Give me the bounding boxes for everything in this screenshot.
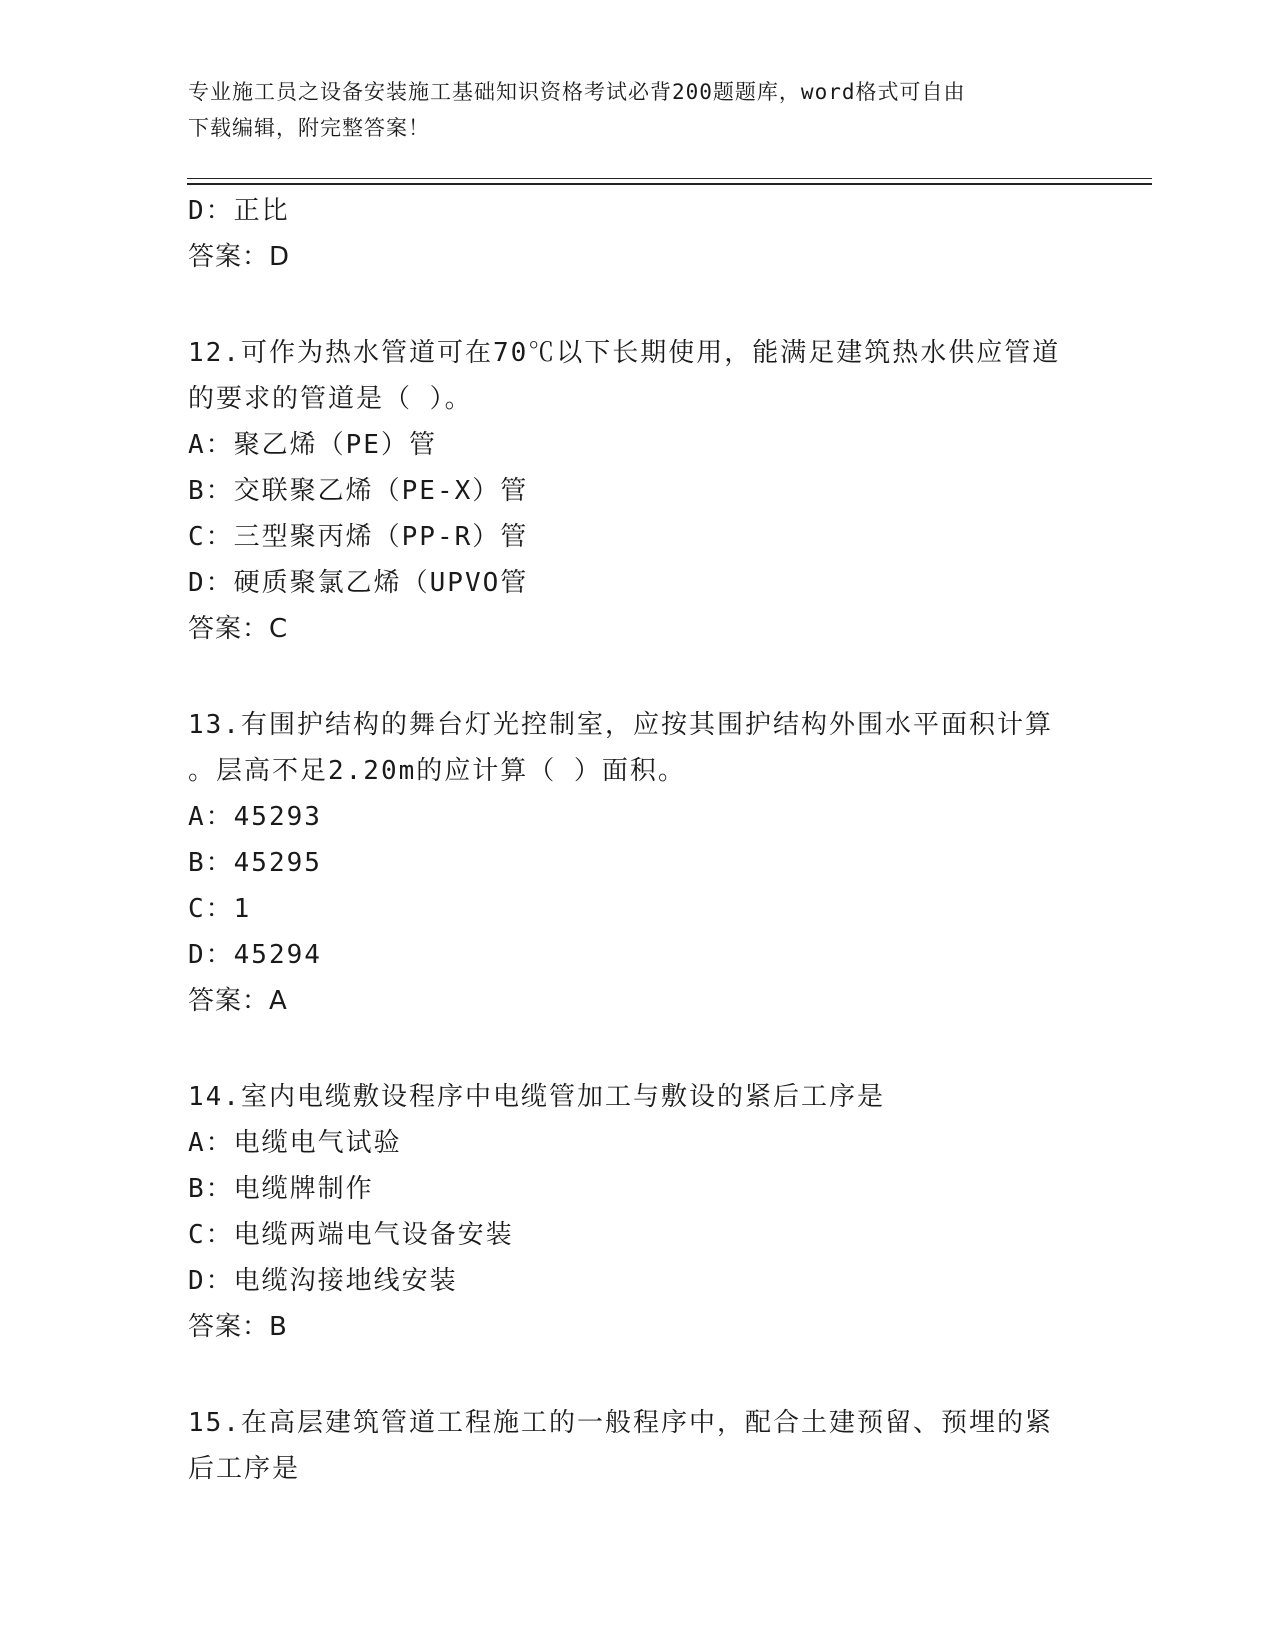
option-a: A：电缆电气试验 (188, 1128, 402, 1158)
question-14 (188, 1074, 1088, 1350)
question-13 (188, 702, 1088, 1024)
option-a: A：聚乙烯（PE）管 (188, 430, 437, 460)
option-d: D：45294 (188, 940, 322, 970)
option-c: C：三型聚丙烯（PP-R）管 (188, 522, 529, 552)
question-text: 15.在高层建筑管道工程施工的一般程序中，配合土建预留、预埋的紧 (188, 1408, 1053, 1438)
question-content (188, 188, 1088, 1492)
option-c: C：1 (188, 894, 252, 924)
spacer (188, 652, 1088, 702)
header-divider-bottom (187, 183, 1152, 185)
header-line-1: 专业施工员之设备安装施工基础知识资格考试必背200题题库，word格式可自由 (188, 80, 966, 104)
question-text: 13.有围护结构的舞台灯光控制室，应按其围护结构外围水平面积计算 (188, 710, 1053, 740)
spacer (188, 280, 1088, 330)
page-header (188, 74, 1088, 146)
option-c: C：电缆两端电气设备安装 (188, 1220, 514, 1250)
option-a: A：45293 (188, 802, 322, 832)
header-divider-top (187, 178, 1152, 179)
question-12 (188, 330, 1088, 652)
header-line-2: 下载编辑，附完整答案！ (188, 116, 430, 140)
option-d: D：硬质聚氯乙烯（UPVO管 (188, 568, 529, 598)
answer-line: 答案：C (188, 614, 289, 644)
question-text: 。层高不足2.20m的应计算（ ）面积。 (188, 756, 686, 786)
spacer (188, 1350, 1088, 1400)
answer-line: 答案：A (188, 986, 288, 1016)
option-b: B：电缆牌制作 (188, 1174, 374, 1204)
option-d: D：正比 (188, 196, 290, 226)
question-text: 12.可作为热水管道可在70℃以下长期使用，能满足建筑热水供应管道 (188, 338, 1061, 368)
question-text: 后工序是 (188, 1454, 301, 1484)
answer-line: 答案：B (188, 1312, 288, 1342)
answer-line: 答案：D (188, 242, 291, 272)
question-text: 的要求的管道是（ ）。 (188, 384, 473, 414)
spacer (188, 1024, 1088, 1074)
option-d: D：电缆沟接地线安装 (188, 1266, 458, 1296)
question-15 (188, 1400, 1088, 1492)
option-b: B：45295 (188, 848, 322, 878)
question-text: 14.室内电缆敷设程序中电缆管加工与敷设的紧后工序是 (188, 1082, 885, 1112)
option-b: B：交联聚乙烯（PE-X）管 (188, 476, 529, 506)
